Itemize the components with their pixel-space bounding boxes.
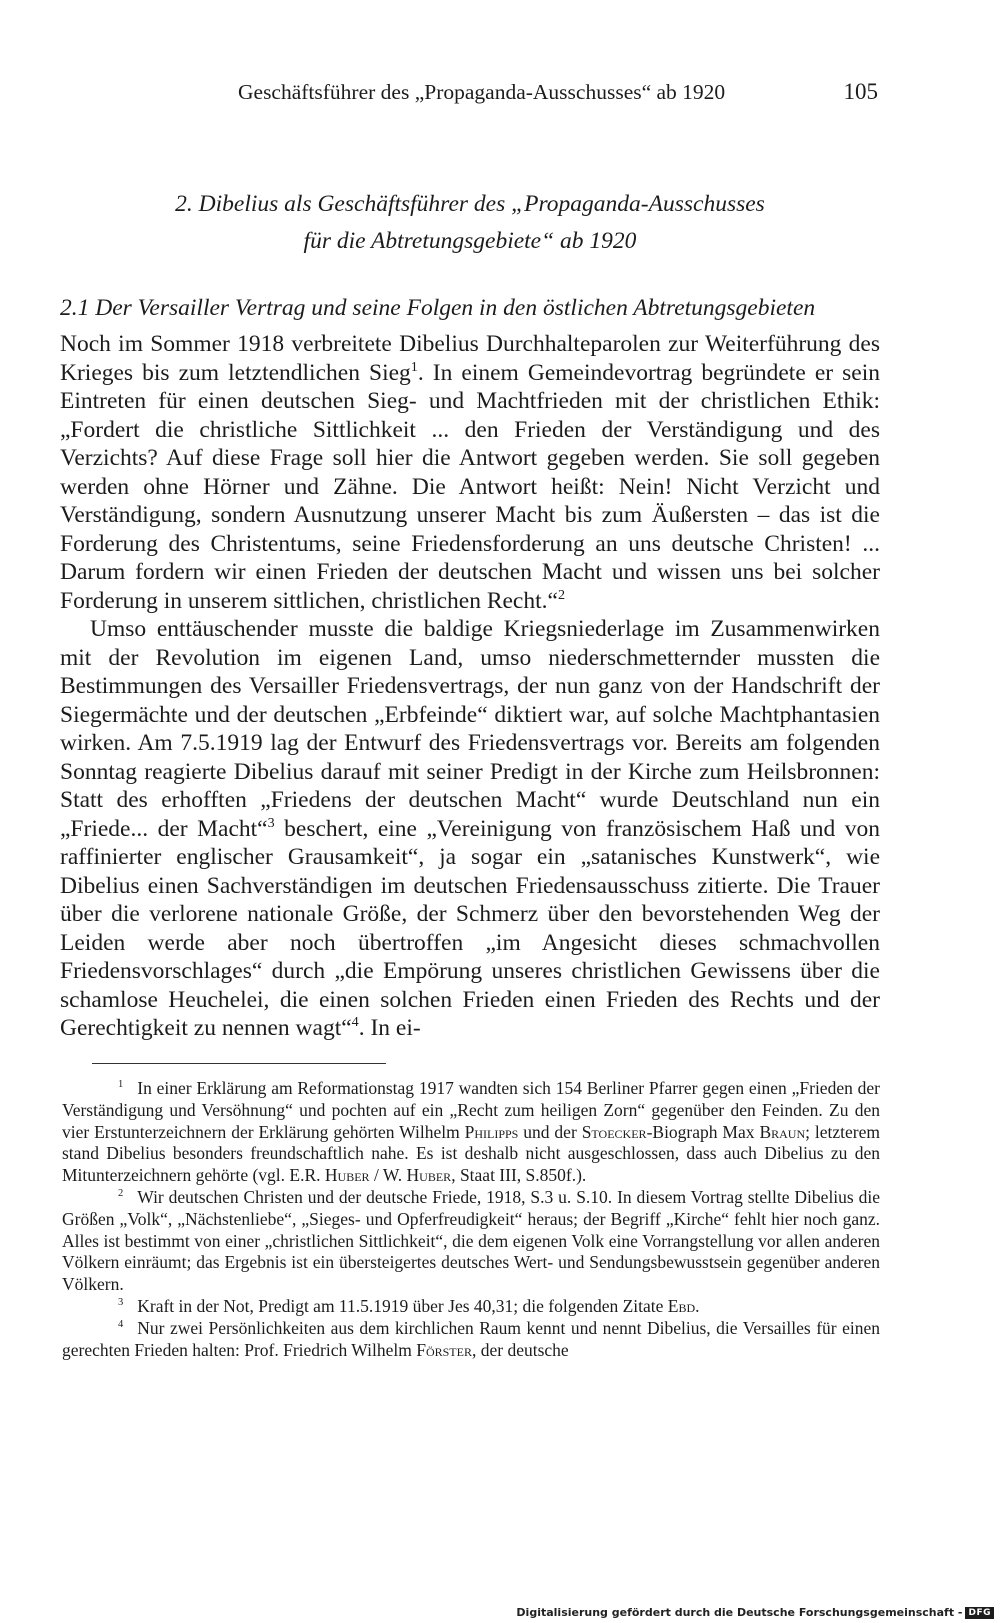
footnote-text: Kraft in der Not, Predigt am 11.5.1919 über Jes 40,31; die folgenden Zitate [137, 1295, 668, 1316]
footnote-text: , der deutsche [471, 1339, 569, 1360]
paragraph-2-text-c: . In ei- [358, 1015, 421, 1041]
footnote-text: Nur zwei Persönlichkeiten aus dem kirchlichen Raum kennt und nennt Dibelius, die Versailles für einen gerechten Frieden halten: Prof. Friedrich Wilhelm [62, 1317, 880, 1360]
footnote-text: In einer Erklärung am Reformationstag 1917 wandten sich 154 Berliner Pfarrer gegen einen „Frieden der Verständigung und Versöhnung“ und pochten auf ein „Recht zum heiligen Zorn“ gegenüber den Feinden. Zu den vier Erstunterzeichnern der Erklärung gehörten Wilhelm [62, 1078, 880, 1142]
digitization-notice [516, 1606, 994, 1619]
footnote-name: Huber [406, 1165, 452, 1186]
footnote-ref-1: 1 [410, 358, 418, 375]
chapter-title [60, 186, 880, 260]
footnote-text: und der [518, 1121, 582, 1142]
chapter-title-line-1: 2. Dibelius als Geschäftsführer des „Propaganda-Ausschusses [175, 191, 765, 217]
body-text [60, 330, 880, 1043]
paragraph-2-text-b: beschert, eine „Vereinigung von französischem Haß und von raffinierter englischer Grausamkeit“, ja sogar ein „satanisches Kunstwerk“, wie Dibelius einen Sachverständigen im deutschen Friedensausschuss zitierte. Die Trauer über die verlorene nationale Größe, der Schmerz über den bevorstehenden Weg der Leiden werde aber noch übertroffen „im Angesicht dieses schmachvollen Friedensvorschlages“ durch „die Empörung unseres christlichen Gewissens über die schamlose Heuchelei, die einen solchen Frieden einen Frieden des Rechts und der Gerechtigkeit zu nennen wagt“ [60, 815, 880, 1041]
dfg-logo-icon: DFG [965, 1607, 994, 1619]
paragraph-1-text-a: Noch im Sommer 1918 verbreitete Dibelius Durchhalteparolen zur Weiterführung des Krieges bis zum letztendlichen Sieg [60, 331, 880, 386]
footnote-2: $^2$ Wir deutschen Christen und der deutsche Friede, 1918, S.3 u. S.10. In diesem Vortrag stellte Dibelius die Größen „Volk“, „Nächstenliebe“, „Sieges- und Opferfreudigkeit“ heraus; der Begriff „Kirche“ fehlt hier noch ganz. Alles ist bestimmt von einer „christlichen Sittlichkeit“, die dem eigenen Volk eine Vorrangstellung vor allen anderen Völkern einräumt; das Ergebnis ist ein übersteigertes deutsches Wert- und Sendungsbewusstsein gegenüber anderen Völkern. [62, 1186, 880, 1295]
footnote-separator [92, 1063, 386, 1064]
footnote-text: Wir deutschen Christen und der deutsche Friede, 1918, S.3 u. S.10. In diesem Vortrag stellte Dibelius die Größen „Volk“, „Nächstenliebe“, „Sieges- und Opferfreudigkeit“ heraus; der Begriff „Kirche“ fehlt hier noch ganz. Alles ist bestimmt von einer „christlichen Sittlichkeit“, die dem eigenen Volk eine Vorrangstellung vor allen anderen Völkern einräumt; das Ergebnis ist ein übersteigertes deutsches Wert- und Sendungsbewusstsein gegenüber anderen Völkern. [62, 1186, 880, 1295]
paragraph-2 [60, 615, 880, 1043]
footnote-text: , Staat III, S.850f.). [451, 1165, 587, 1186]
footnote-name: Huber [324, 1165, 370, 1186]
footnote-name: Förster [416, 1339, 472, 1360]
footnote-name: Stoecker [581, 1121, 647, 1142]
footnote-1: $^1$ In einer Erklärung am Reformationstag 1917 wandten sich 154 Berliner Pfarrer gegen einen „Frieden der Verständigung und Versöhnung“ und pochten auf ein „Recht zum heiligen Zorn“ gegenüber den Feinden. Zu den vier Erstunterzeichnern der Erklärung gehörten Wilhelm Philipps und der Stoecker-Biograph Max Braun; letzterem stand Dibelius besonders freundschaftlich nahe. Es ist deshalb nicht ausgeschlossen, dass auch Dibelius zu den Mitunterzeichnern gehörte (vgl. E.R. Huber / W. Huber, Staat III, S.850f.). [62, 1078, 880, 1186]
running-title: Geschäftsführer des „Propaganda-Ausschusses“ ab 1920 [238, 80, 726, 104]
paragraph-2-text-a: Umso enttäuschender musste die baldige Kriegsniederlage im Zusammenwirken mit der Revolution im eigenen Land, umso niederschmetternder mussten die Bestimmungen des Versailler Friedensvertrags, der nun ganz von der Handschrift der Siegermächte und der deutschen „Erbfeinde“ diktiert war, auf solche Machtphantasien wirken. Am 7.5.1919 lag der Entwurf des Friedensvertrags vor. Bereits am folgenden Sonntag reagierte Dibelius darauf mit seiner Predigt in der Kirche zum Heilsbronnen: Statt des erhofften „Friedens der deutschen Macht“ wurde Deutschland nun ein „Friede... der Macht“ [60, 616, 880, 842]
footnote-text: / W. [369, 1165, 407, 1186]
footnote-name: Braun [759, 1121, 806, 1142]
paragraph-1 [60, 330, 880, 615]
digitization-notice-text: Digitalisierung gefördert durch die Deutsche Forschungsgemeinschaft - [516, 1606, 963, 1619]
chapter-title-line-2: für die Abtretungsgebiete“ ab 1920 [303, 228, 637, 254]
footnote-text: ; letzterem stand Dibelius besonders freundschaftlich nahe. Es ist deshalb nicht ausgeschlossen, dass auch Dibelius zu den Mitunterzeichnern gehörte (vgl. E.R. [62, 1121, 880, 1186]
footnote-ref-3: 3 [267, 814, 275, 831]
footnote-ref-2: 2 [557, 586, 565, 603]
footnote-4: $^4$ Nur zwei Persönlichkeiten aus dem kirchlichen Raum kennt und nennt Dibelius, die Versailles für einen gerechten Frieden halten: Prof. Friedrich Wilhelm Förster, der deutsche [62, 1317, 880, 1360]
paragraph-1-text-b: . In einem Gemeindevortrag begründete er sein Eintreten für einen deutschen Sieg- und Machtfrieden mit der christlichen Ethik: „Fordert die christliche Sittlichkeit ... den Frieden der Verständigung und des Verzichts? Auf diese Frage soll hier die Antwort gegeben werden. Sie soll gegeben werden ohne Hörner und Zähne. Die Antwort heißt: Nein! Nicht Verzicht und Verständigung, sondern Ausnutzung unserer Macht bis zum Äußersten – das ist die Forderung des Christentums, seine Friedensforderung an uns deutsche Christen! ... Darum fordern wir einen Frieden der deutschen Macht und wissen uns bei solcher Forderung in unserem sittlichen, christlichen Recht.“ [60, 359, 880, 614]
footnotes [62, 1078, 880, 1361]
page-number: 105 [843, 79, 878, 104]
footnote-3: $^3$ Kraft in der Not, Predigt am 11.5.1919 über Jes 40,31; die folgenden Zitate Ebd. [118, 1295, 700, 1316]
footnote-name: Philipps [464, 1121, 519, 1142]
footnote-ref-4: 4 [351, 1014, 359, 1031]
footnote-name: Ebd [667, 1295, 696, 1316]
section-heading: 2.1 Der Versailler Vertrag und seine Folgen in den östlichen Abtretungsgebieten [60, 295, 816, 321]
footnote-text: -Biograph Max [646, 1121, 760, 1142]
footnote-text: . [695, 1295, 700, 1316]
